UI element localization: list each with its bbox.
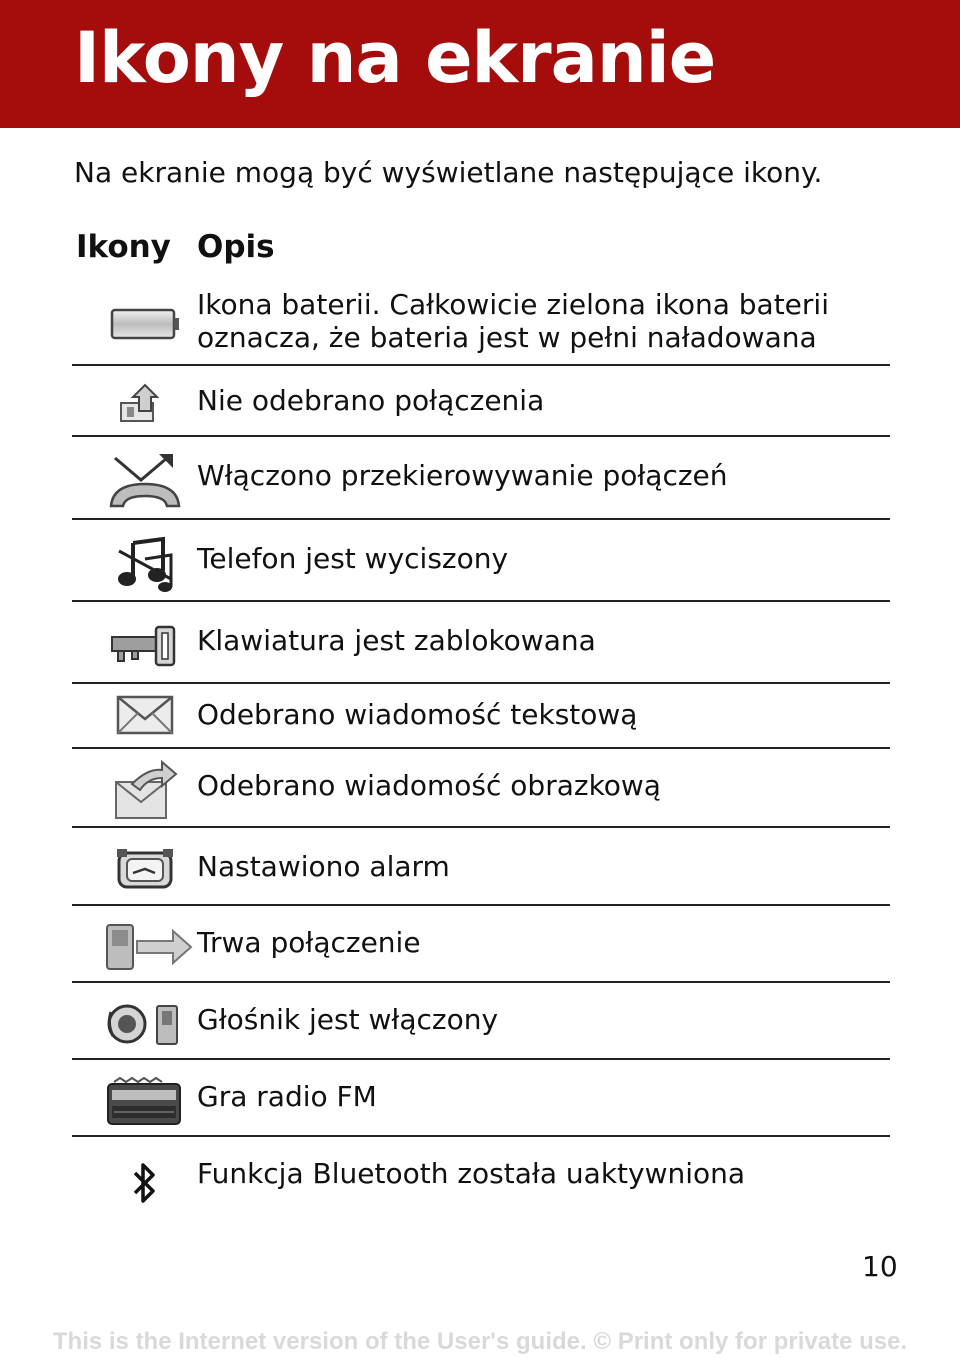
ongoing-call-icon [102, 920, 194, 972]
table-row [72, 684, 890, 749]
intro-text: Na ekranie mogą być wyświetlane następujące ikony. [74, 156, 823, 189]
alarm-icon [102, 846, 188, 892]
row-description: Głośnik jest włączony [197, 1003, 499, 1036]
keylock-icon [102, 622, 188, 670]
table-row [72, 520, 890, 602]
table-row [72, 602, 890, 684]
table-row [72, 437, 890, 520]
page-title: Ikony na ekranie [74, 17, 716, 99]
row-description: Trwa połączenie [197, 926, 421, 959]
footer-notice: This is the Internet version of the User's guide. © Print only for private use. [52, 1328, 908, 1355]
column-header-description: Opis [197, 229, 275, 265]
table-row [72, 749, 890, 828]
table-row [72, 983, 890, 1060]
loudspeaker-icon [102, 1001, 188, 1047]
silent-icon [102, 534, 188, 594]
page-number: 10 [862, 1250, 898, 1283]
row-description: Nie odebrano połączenia [197, 384, 545, 417]
row-description: Odebrano wiadomość obrazkową [197, 769, 661, 802]
call-divert-icon [102, 449, 188, 513]
row-description: Telefon jest wyciszony [197, 542, 509, 575]
fm-radio-icon [102, 1074, 188, 1128]
row-description: Ikona baterii. Całkowicie zielona ikona baterii oznacza, że bateria jest w pełni naładowana [197, 288, 829, 354]
picture-message-icon [102, 759, 188, 823]
page-header [0, 0, 960, 128]
battery-icon [102, 302, 188, 346]
missed-call-icon [102, 380, 188, 426]
table-row [72, 828, 890, 906]
table-row [72, 286, 890, 366]
row-description: Funkcja Bluetooth została uaktywniona [197, 1157, 746, 1190]
column-header-icons: Ikony [76, 229, 171, 265]
row-description: Klawiatura jest zablokowana [197, 624, 596, 657]
table-row [72, 1060, 890, 1137]
row-description: Włączono przekierowywanie połączeń [197, 459, 728, 492]
row-description: Odebrano wiadomość tekstową [197, 698, 638, 731]
table-row [72, 366, 890, 437]
bluetooth-icon [102, 1161, 188, 1205]
row-description: Nastawiono alarm [197, 850, 450, 883]
row-description: Gra radio FM [197, 1080, 377, 1113]
text-message-icon [102, 692, 188, 738]
table-row [72, 1137, 890, 1217]
table-row [72, 906, 890, 983]
